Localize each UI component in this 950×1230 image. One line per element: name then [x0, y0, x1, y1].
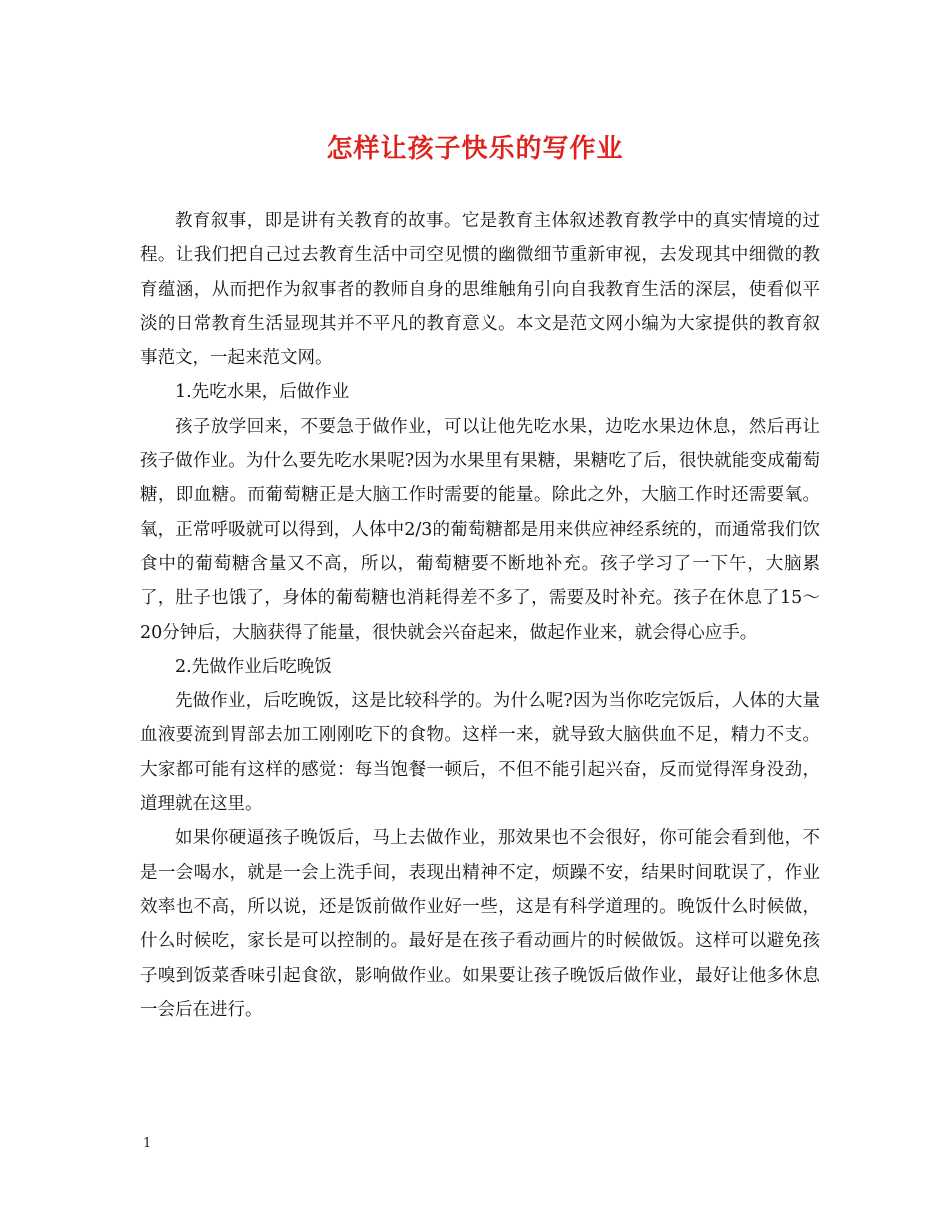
section-2-paragraph-1: 先做作业，后吃晚饭，这是比较科学的。为什么呢?因为当你吃完饭后，人体的大量血液要流到胃部去加工刚刚吃下的食物。这样一来，就导致大脑供血不足，精力不支。大家都可能有这样的感觉：每当饱餐一顿后，不但不能引起兴奋，反而觉得浑身没劲，道理就在这里。: [140, 691, 820, 815]
intro-paragraph: 教育叙事，即是讲有关教育的故事。它是教育主体叙述教育教学中的真实情境的过程。让我们把自己过去教育生活中司空见惯的幽微细节重新审视，去发现其中细微的教育蕴涵，从而把作为叙事者的教师自身的思维触角引向自我教育生活的深层，使看似平淡的日常教育生活显现其并不平凡的教育意义。本文是范文网小编为大家提供的教育叙事范文，一起来范文网。: [140, 211, 820, 369]
section-2-paragraph-2: 如果你硬逼孩子晚饭后，马上去做作业，那效果也不会很好，你可能会看到他，不是一会喝水，就是一会上洗手间，表现出精神不定，烦躁不安，结果时间耽误了，作业效率也不高，所以说，还是饭前做作业好一些，这是有科学道理的。晚饭什么时候做，什么时候吃，家长是可以控制的。最好是在孩子看动画片的时候做饭。这样可以避免孩子嗅到饭菜香味引起食欲，影响做作业。如果要让孩子晚饭后做作业，最好让他多休息一会后在进行。: [140, 828, 820, 1020]
section-heading-1: 1.先吃水果，后做作业: [175, 382, 350, 403]
section-heading-2: 2.先做作业后吃晚饭: [175, 656, 332, 677]
page-number: 1: [143, 1136, 152, 1151]
section-1-paragraph: 孩子放学回来，不要急于做作业，可以让他先吃水果，边吃水果边休息，然后再让孩子做作业。为什么要先吃水果呢?因为水果里有果糖，果糖吃了后，很快就能变成葡萄糖，即血糖。而葡萄糖正是大脑工作时需要的能量。除此之外，大脑工作时还需要氧。氧，正常呼吸就可以得到，人体中2/3的葡萄糖都是用来供应神经系统的，而通常我们饮食中的葡萄糖含量又不高，所以，葡萄糖要不断地补充。孩子学习了一下午，大脑累了，肚子也饿了，身体的葡萄糖也消耗得差不多了，需要及时补充。孩子在休息了15～20分钟后，大脑获得了能量，很快就会兴奋起来，做起作业来，就会得心应手。: [140, 416, 820, 643]
document-title: 怎样让孩子快乐的写作业: [326, 134, 624, 164]
document-body: [140, 204, 820, 1027]
